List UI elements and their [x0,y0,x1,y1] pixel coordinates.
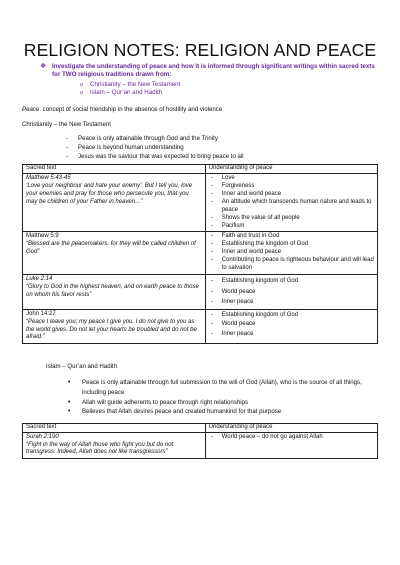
sacred-text-cell [23,174,206,232]
understanding-cell [205,232,377,275]
scripture-quote: “Fight in the way of Allah those who fight you but do not transgress. Indeed, Allah does not like transgressors” [26,441,174,456]
scripture-reference: Matthew 5:43-45 [26,175,71,182]
christianity-table [22,164,378,344]
sacred-text-cell [23,309,206,344]
tradition-list [80,81,378,98]
table-header-row [23,165,378,174]
islam-points [68,378,378,416]
scripture-quote: “Blessed are the peacemakers, for they will be called children of God” [26,241,196,256]
tradition-item: o Christianity – the New Testament [80,81,378,89]
list-item: • Believes that Allah desires peace and created humankind for that purpose [68,407,378,417]
table-row [23,232,378,275]
list-item: - An attitude which transcends human nature and leads to peace [209,199,374,215]
christianity-points [66,135,378,161]
list-item: • Peace is only attainable through full submission to the will of God (Allah), who is the source of all things, including peace [68,378,378,397]
peace-term: Peace [22,106,40,114]
table-row [23,274,378,309]
scripture-quote: “Glory to God in the highest heaven, and on earth peace to those on whom his favor rests” [26,283,199,298]
list-item: - World peace – do not go against Allah [209,434,374,442]
peace-definition-text: : concept of social friendship in the absence of hostility and violence [39,106,223,114]
list-item: - Inner and world peace [209,249,374,257]
list-item: - Forgiveness [209,183,374,191]
christianity-heading: Christianity – the New Testament [22,121,111,129]
list-item: - Peace is beyond human understanding [66,144,378,153]
peace-definition [22,106,378,114]
page-title: RELIGION NOTES: RELIGION AND PEACE [23,40,377,60]
scripture-quote: ‘Love your neighbour and hate your enemy’. But I tell you, love your enemies and pray for those who persecute you, that you may be children of your Father in heaven…” [26,183,193,205]
table-header-row [23,423,378,432]
list-item: - Establishing the kingdom of God [209,241,374,249]
scripture-reference: Matthew 5:9 [26,233,59,240]
list-item: - Jesus was the saviour that was expected to bring peace to all [66,153,378,162]
tradition-item: o Islam – Qur’an and Hadith [80,89,378,97]
list-item: - Establishing kingdom of God [209,311,374,320]
objective [40,63,378,80]
list-item: - Inner peace [209,297,374,308]
diamond-bullet-icon: ❖ [40,63,47,70]
header-sacred-text: Sacred text [23,423,206,432]
understanding-cell [205,309,377,344]
table-row [23,432,378,459]
list-item: - World peace [209,320,374,329]
scripture-quote: “Peace I leave you; my peace I give you. I do not give to you as the world gives. Do not let your hearts be troubled and do not be afraid.” [26,318,197,341]
understanding-cell [205,174,377,232]
understanding-cell [205,274,377,309]
list-item: - Faith and trust in God [209,233,374,241]
list-item: - Contributing to peace is righteous behaviour and will lead to salvation [209,257,374,273]
sacred-text-cell [23,274,206,309]
sacred-text-cell [23,232,206,275]
sacred-text-cell [23,432,206,459]
islam-table [22,423,378,460]
list-item: - Inner and world peace [209,191,374,199]
list-item: - Establishing kingdom of God [209,276,374,287]
scripture-reference: John 14:27 [26,310,56,317]
header-sacred-text: Sacred text [23,165,206,174]
scripture-reference: Surah 2:190 [26,433,59,440]
header-understanding: Understanding of peace [205,423,377,432]
table-row [23,174,378,232]
islam-heading: Islam – Qur’an and Hadith [46,363,118,371]
list-item: - Love [209,175,374,183]
list-item: - Inner peace [209,330,374,339]
list-item: - World peace [209,287,374,298]
header-understanding: Understanding of peace [205,165,377,174]
understanding-cell [205,432,377,459]
list-item: - Pacifism [209,223,374,231]
list-item: • Allah will guide adherents to peace through right relationships [68,398,378,408]
objective-text: Investigate the understanding of peace and how it is informed through significant writings within sacred texts for TWO religious traditions drawn from: [52,63,375,79]
table-row [23,309,378,344]
list-item: - Shows the value of all people [209,215,374,223]
list-item: - Peace is only attainable through God and the Trinity [66,135,378,144]
scripture-reference: Luke 2:14 [26,275,53,282]
